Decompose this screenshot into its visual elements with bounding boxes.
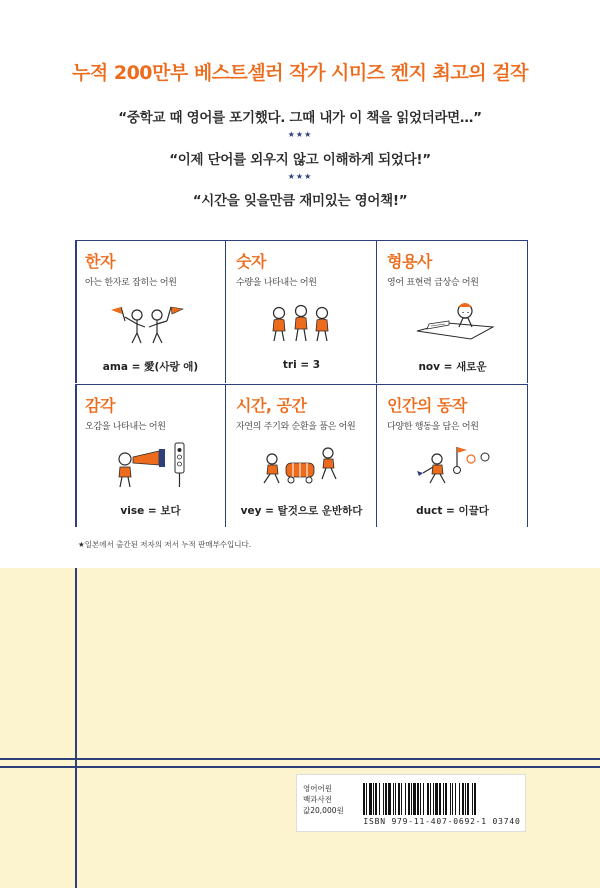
category-text: 영어어원 — [303, 784, 332, 793]
barcode-label — [296, 774, 526, 832]
card-title: 시간, 공간 — [236, 396, 307, 415]
guide-line — [75, 568, 77, 888]
person-reading-book-icon — [397, 293, 508, 348]
card-hanja — [75, 240, 226, 382]
barcode-info — [303, 783, 344, 816]
isbn-text: ISBN 979-11-407-0692-1 03740 — [363, 817, 521, 826]
card-title: 한자 — [85, 252, 115, 271]
cover-bottom-section — [0, 568, 600, 888]
two-people-with-flags-icon — [95, 293, 206, 348]
headline: 누적 200만부 베스트셀러 작가 시미즈 켄지 최고의 걸작 — [72, 62, 528, 84]
guide-line — [0, 766, 600, 768]
barcode-bars-icon — [363, 783, 521, 815]
card-subtitle: 아는 한자로 잡히는 어원 — [85, 278, 177, 288]
card-time-space — [226, 384, 377, 526]
quote-1: “중학교 때 영어를 포기했다. 그때 내가 이 책을 읽었더라면…” — [118, 110, 482, 126]
card-formula: nov = 새로운 — [418, 361, 487, 373]
price-text: 값20,000원 — [303, 806, 344, 815]
card-formula: tri = 3 — [282, 359, 321, 371]
card-human-action — [377, 384, 528, 526]
person-with-telescope-icon — [95, 437, 206, 492]
three-people-icon — [246, 293, 357, 348]
card-title: 숫자 — [236, 252, 266, 271]
star-separator: ★★★ — [287, 172, 313, 181]
card-title: 감각 — [85, 396, 115, 415]
person-leading-group-icon — [397, 437, 508, 492]
card-number — [226, 240, 377, 382]
card-subtitle: 수량을 나타내는 어원 — [236, 278, 317, 288]
book-type-text: 백과사전 — [303, 795, 332, 804]
card-title: 형용사 — [387, 252, 432, 271]
card-formula: vey = 탈것으로 운반하다 — [240, 505, 363, 517]
guide-line — [0, 758, 600, 760]
card-subtitle: 다양한 행동을 담은 어원 — [387, 422, 479, 432]
star-separator: ★★★ — [287, 130, 313, 139]
card-adjective — [377, 240, 528, 382]
card-formula: ama = 愛(사랑 애) — [102, 361, 199, 373]
footnote: ★일본에서 출간된 저자의 저서 누적 판매부수입니다. — [78, 540, 252, 549]
quote-3: “시간을 잊을만큼 재미있는 영어책!” — [192, 193, 408, 209]
card-sense — [75, 384, 226, 526]
card-formula: vise = 보다 — [120, 505, 181, 517]
quote-2: “이제 단어를 외우지 않고 이해하게 되었다!” — [169, 152, 431, 168]
card-title: 인간의 동작 — [387, 396, 467, 415]
card-subtitle: 오감을 나타내는 어원 — [85, 422, 166, 432]
card-subtitle: 영어 표현력 급상승 어원 — [387, 278, 479, 288]
card-formula: duct = 이끌다 — [416, 505, 489, 517]
people-carrying-cart-icon — [246, 437, 357, 492]
card-subtitle: 자연의 주기와 순환을 품은 어원 — [236, 422, 356, 432]
